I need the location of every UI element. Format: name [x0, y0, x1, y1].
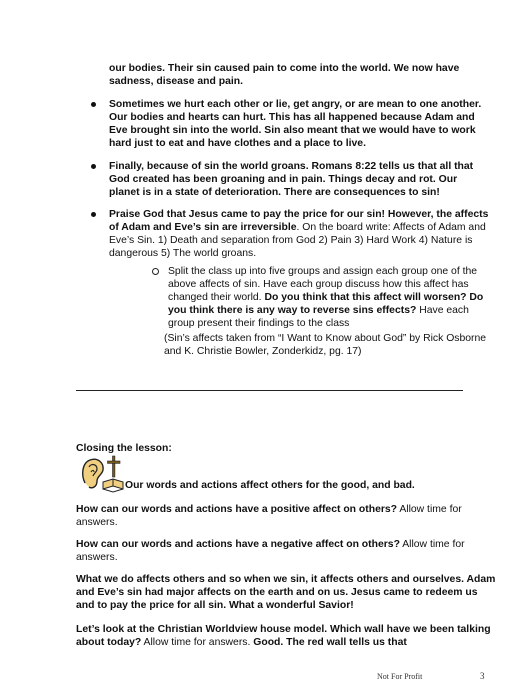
listen-read-illustration	[79, 455, 125, 493]
question-negative	[76, 538, 494, 564]
sub-bullet-marker	[152, 268, 159, 275]
question-negative-note: Allow time for answers.	[76, 539, 465, 563]
worldview-note: Allow time for answers.	[141, 637, 254, 648]
bible-cross-icon	[103, 456, 123, 492]
icon-line-text: Our words and actions affect others for the good, and bad.	[125, 480, 415, 491]
closing-heading: Closing the lesson:	[76, 443, 172, 454]
summary-paragraph: What we do affects others and so when we sin, it affects others and ourselves. Adam and Eve’s sin had major affects on the earth and on us. Jesus came to redeem us and to pay the price for all sin. What a wonderful Savior!	[76, 574, 496, 611]
ear-icon	[83, 459, 103, 488]
bullet-text	[109, 160, 489, 199]
question-negative-bold: How can our words and actions have a negative affect on others?	[76, 539, 400, 550]
bullet-bold-text: Sometimes we hurt each other or lie, get angry, or are mean to one another. Our bodies and hearts can hurt. This has all happened because Adam and Eve brought sin into the world. Sin also meant that we would have to work hard just to eat and have clothes and a place to live.	[109, 99, 482, 149]
continuation-paragraph: our bodies. Their sin caused pain to come into the world. We now have sadness, disease and pain.	[109, 63, 460, 87]
page-number: 3	[480, 671, 485, 681]
bullet-marker	[91, 212, 96, 217]
sub-bullet-questions: Do you think that this affect will worsen? Do you think there is any way to reverse sins effects?	[168, 292, 484, 316]
bullet-text	[109, 208, 489, 260]
worldview-question: Let’s look at the Christian Worldview house model. Which wall have we been talking about today?	[76, 624, 491, 648]
citation: (Sin’s affects taken from “I Want to Know about God” by Rick Osborne and K. Christie Bowler, Zonderkidz, pg. 17)	[164, 333, 487, 357]
bullet-normal-text: . On the board write: Affects of Adam and Eve’s Sin. 1) Death and separation from God 2) Pain 3) Hard Work 4) Nature is dangerous 5) The world groans.	[109, 222, 486, 259]
bullet-bold-text: Praise God that Jesus came to pay the price for our sin! However, the affects of Adam and Eve’s sin are irreversible	[109, 209, 489, 233]
bullet-text	[109, 98, 489, 150]
sub-bullet-text	[168, 265, 493, 330]
sub-bullet-part3: Have each group present their findings to the class	[168, 305, 469, 329]
bullet-marker	[91, 164, 96, 169]
footer-text: Not For Profit	[377, 672, 423, 681]
question-positive	[76, 503, 494, 529]
bullet-marker	[91, 102, 96, 107]
bullet-bold-text: Finally, because of sin the world groans. Romans 8:22 tells us that all that God created has been groaning and in pain. Things decay and rot. Our planet is in a state of deterioration. There are consequences to sin!	[109, 161, 474, 198]
worldview-continuation: Good. The red wall tells us that	[253, 637, 407, 648]
sub-bullet-part1: Split the class up into five groups and assign each group one of the above affects of sin. Have each group discuss how this affect has changed their world.	[168, 266, 478, 303]
worldview-paragraph	[76, 623, 496, 649]
question-positive-bold: How can our words and actions have a positive affect on others?	[76, 504, 398, 515]
question-positive-note: Allow time for answers.	[76, 504, 462, 528]
section-divider	[76, 390, 463, 391]
